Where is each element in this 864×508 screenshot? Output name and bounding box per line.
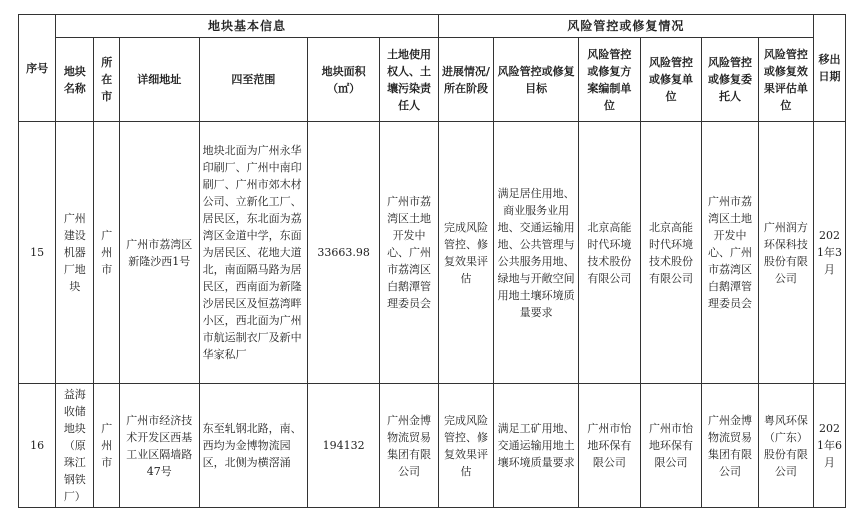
header-area: 地块面积（㎡） (308, 38, 380, 122)
header-repair-unit: 风险管控或修复单位 (640, 38, 702, 122)
cell-name: 益海收储地块（原珠江钢铁厂） (56, 384, 94, 508)
cell-owner: 广州市荔湾区土地开发中心、广州市荔湾区白鹅潭管理委员会 (380, 122, 439, 384)
table-row (19, 384, 846, 508)
header-city: 所在市 (94, 38, 120, 122)
cell-city: 广州市 (94, 384, 120, 508)
header-removal-date: 移出日期 (814, 15, 846, 122)
cell-boundary: 地块北面为广州永华印刷厂、广州中南印刷厂、广州市郊木材公司、立新化工厂、居民区，东北面为荔湾区金道中学，东面为居民区、花地大道北，南面隔马路为居民区，西南面为新隆沙居民区及恒荔湾畔小区，西北面为广州市航运制衣厂及新中华家私厂 (199, 122, 307, 384)
column-header-row (19, 38, 846, 122)
cell-address: 广州市经济技术开发区西基工业区隔墙路47号 (119, 384, 199, 508)
cell-boundary: 东至轧钢北路，南、西均为金博物流园区，北侧为横滘涌 (199, 384, 307, 508)
header-owner: 土地使用权人、土壤污染责任人 (380, 38, 439, 122)
cell-name: 广州建设机器厂地块 (56, 122, 94, 384)
cell-plan-unit: 北京高能时代环境技术股份有限公司 (579, 122, 641, 384)
cell-eval-unit: 广州润方环保科技股份有限公司 (758, 122, 813, 384)
header-client: 风险管控或修复委托人 (702, 38, 758, 122)
cell-target: 满足居住用地、商业服务业用地、交通运输用地、公共管理与公共服务用地、绿地与开敞空间用地土壤环境质量要求 (494, 122, 579, 384)
header-boundary: 四至范围 (199, 38, 307, 122)
cell-target: 满足工矿用地、交通运输用地土壤环境质量要求 (494, 384, 579, 508)
cell-client: 广州金博物流贸易集团有限公司 (702, 384, 758, 508)
document-table-wrapper (18, 14, 846, 508)
cell-client: 广州市荔湾区土地开发中心、广州市荔湾区白鹅潭管理委员会 (702, 122, 758, 384)
header-eval-unit: 风险管控或修复效果评估单位 (758, 38, 813, 122)
header-address: 详细地址 (119, 38, 199, 122)
group-header-risk-info: 风险管控或修复情况 (438, 15, 813, 38)
header-name: 地块名称 (56, 38, 94, 122)
header-no: 序号 (19, 15, 56, 122)
header-progress: 进展情况/所在阶段 (438, 38, 493, 122)
site-list-table (18, 14, 846, 508)
cell-progress: 完成风险管控、修复效果评估 (438, 384, 493, 508)
cell-removal-date: 2021年6月 (814, 384, 846, 508)
cell-repair-unit: 北京高能时代环境技术股份有限公司 (640, 122, 702, 384)
header-target: 风险管控或修复目标 (494, 38, 579, 122)
cell-plan-unit: 广州市怡地环保有限公司 (579, 384, 641, 508)
table-row (19, 122, 846, 384)
cell-address: 广州市荔湾区新隆沙西1号 (119, 122, 199, 384)
cell-owner: 广州金博物流贸易集团有限公司 (380, 384, 439, 508)
header-plan-unit: 风险管控或修复方案编制单位 (579, 38, 641, 122)
cell-no: 15 (19, 122, 56, 384)
group-header-plot-info: 地块基本信息 (56, 15, 439, 38)
cell-area: 194132 (308, 384, 380, 508)
cell-no: 16 (19, 384, 56, 508)
cell-area: 33663.98 (308, 122, 380, 384)
group-header-row (19, 15, 846, 38)
cell-repair-unit: 广州市怡地环保有限公司 (640, 384, 702, 508)
cell-city: 广州市 (94, 122, 120, 384)
cell-progress: 完成风险管控、修复效果评估 (438, 122, 493, 384)
cell-eval-unit: 粤风环保（广东）股份有限公司 (758, 384, 813, 508)
cell-removal-date: 2021年3月 (814, 122, 846, 384)
